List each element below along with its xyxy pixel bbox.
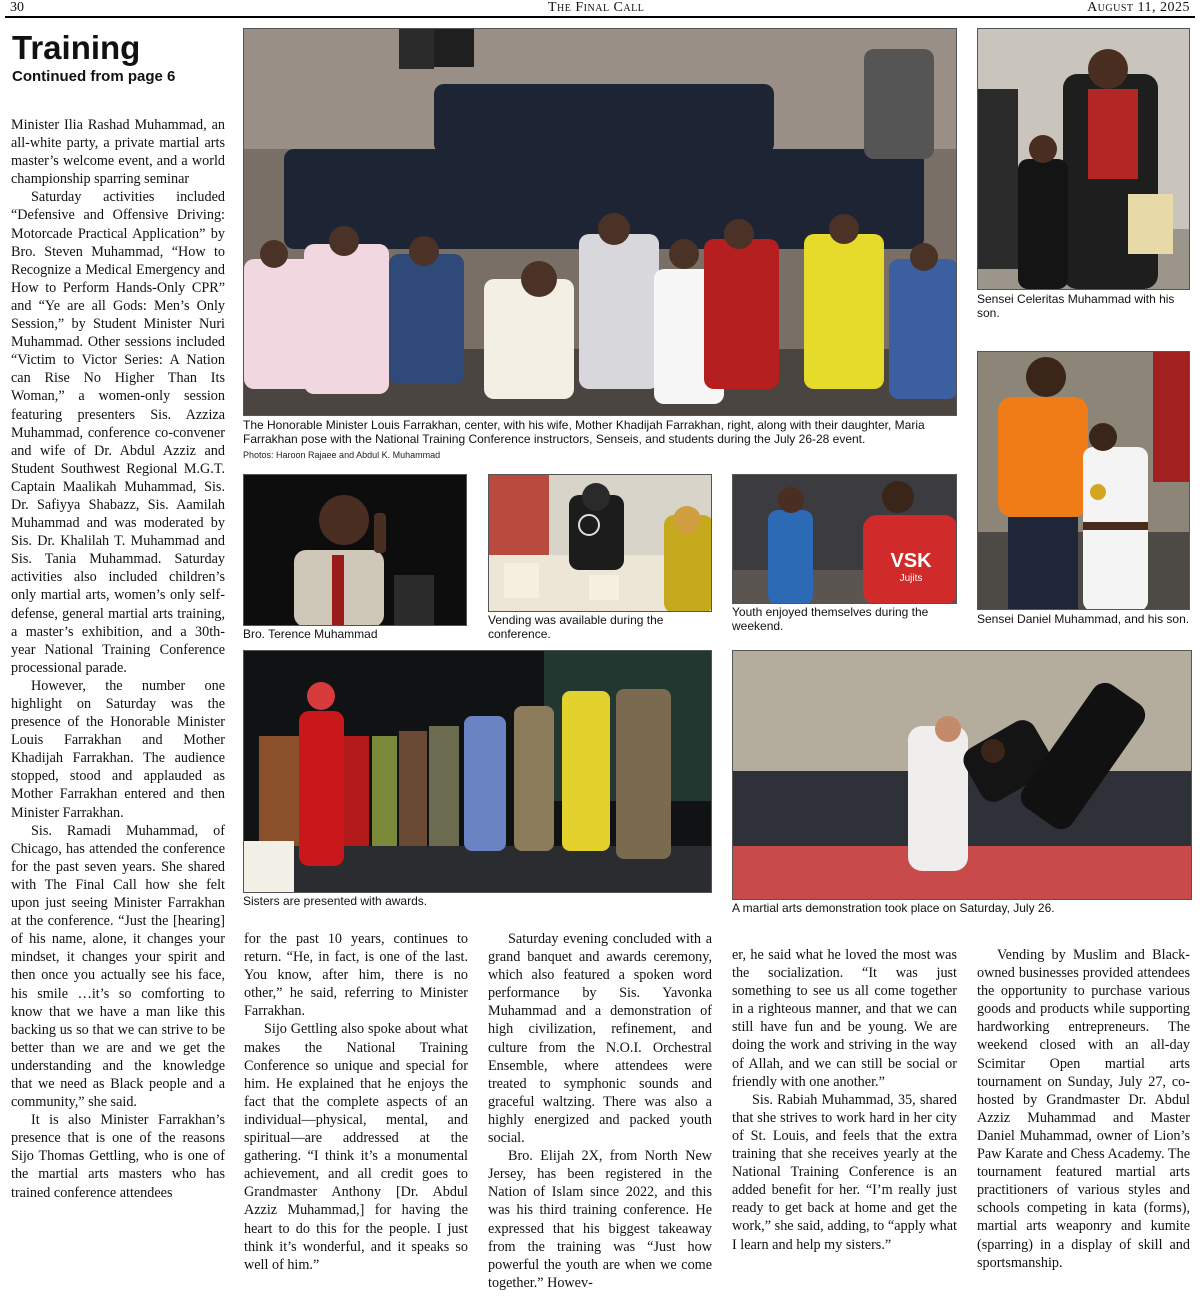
youth-photo	[732, 474, 957, 604]
vending-photo	[488, 474, 712, 612]
paragraph: Minister Ilia Rashad Muhammad, an all-white party, a private martial arts master’s welcome event, and a world championship sparring seminar	[11, 117, 225, 188]
continued-note: Continued from page 6	[12, 68, 176, 85]
header-rule	[5, 16, 1195, 18]
group-photo-caption: The Honorable Minister Louis Farrakhan, center, with his wife, Mother Khadijah Farrakhan, right, along with their daughter, Maria Farrakhan pose with the National Training Conference instructors, Senseis, and students during the July 26-28 event.	[243, 418, 925, 446]
article-column-4	[732, 946, 957, 1254]
demo-caption: A martial arts demonstration took place on Saturday, July 26.	[732, 901, 1055, 915]
paragraph: Bro. Elijah 2X, from North New Jersey, has been registered in the Nation of Islam since 2022, and this was his third training conference. He expressed that his biggest takeaway from the training was “Just how powerful the youth are when we come together.” Howev-	[488, 1148, 712, 1291]
vending-caption: Vending was available during the conference.	[488, 613, 664, 641]
paragraph: for the past 10 years, continues to return. “He, in fact, is one of the last. You know, after him, there is no other,” he said, referring to Minister Farrakhan.	[244, 931, 468, 1020]
group-photo	[243, 28, 957, 416]
publication-name: The Final Call	[548, 0, 645, 15]
paragraph: However, the number one highlight on Saturday was the presence of the Honorable Minister Louis Farrakhan and Mother Khadijah Farrakhan. The audience stopped, stood and applauded as Mother Farrakhan entered and then Minister Farrakhan.	[11, 677, 225, 821]
paragraph: Sijo Gettling also spoke about what makes the National Training Conference so unique and special for him. He explained that he enjoys the fact that the complete aspects of an individual—physical, mental, and spiritual—are addressed at the gathering. “I think it’s a monumental achievement, and all credit goes to Grandmaster Anthony [Dr. Abdul Azziz Muhammad,] for having the heart to do this for the people. I just think it’s wonderful, and it speaks so well of him.”	[244, 1021, 468, 1273]
demo-photo	[732, 650, 1192, 900]
sisters-caption: Sisters are presented with awards.	[243, 894, 428, 908]
photo-credit: Photos: Haroon Rajaee and Abdul K. Muhammad	[243, 450, 441, 460]
article-column-1	[11, 116, 225, 1202]
issue-date: August 11, 2025	[1087, 0, 1190, 15]
celeritas-caption: Sensei Celeritas Muhammad with his son.	[977, 292, 1175, 320]
article-column-5	[977, 946, 1190, 1272]
sisters-photo	[243, 650, 712, 893]
celeritas-photo	[977, 28, 1190, 290]
article-column-2	[244, 930, 468, 1274]
youth-caption: Youth enjoyed themselves during the weekend.	[732, 605, 929, 633]
paragraph: Sis. Ramadi Muhammad, of Chicago, has attended the conference for the past seven years. She shared with The Final Call how she felt upon just seeing Minister Farrakhan at the conference. “Just the [hearing] of his name, alone, it changes your mindset, it changes your spirit and then once you actually see his face, his smile …it’s so comforting to know that we have a man like this backing us so that we can strive to be better than we are and we get the understanding and the knowledge that we need as Black people and a community,” she said.	[11, 822, 225, 1111]
paragraph: Saturday evening concluded with a grand banquet and awards ceremony, which also featured a spoken word performance by Sis. Yavonka Muhammad and a demonstration of high civilization, refinement, and culture from the N.O.I. Orchestral Ensemble, where attendees were treated to symphonic sounds and graceful waltzing. There was also a highly energized and packed youth social.	[488, 931, 712, 1147]
paragraph: It is also Minister Farrakhan’s presence that is one of the reasons Sijo Thomas Gettling, who is one of the martial arts masters who has trained conference attendees	[11, 1112, 225, 1201]
shirt-subtext: Jujits	[899, 573, 923, 584]
page-number: 30	[10, 0, 24, 15]
daniel-caption: Sensei Daniel Muhammad, and his son.	[977, 612, 1190, 626]
shirt-text: VSK	[890, 550, 932, 572]
terence-caption: Bro. Terence Muhammad	[243, 627, 378, 641]
terence-photo	[243, 474, 467, 626]
article-column-3	[488, 930, 712, 1292]
daniel-photo	[977, 351, 1190, 610]
paragraph: er, he said what he loved the most was the socialization. “It was just something to see us all come together in a righteous manner, and that we can still have fun and be young. We are doing the work and striving in the way of Allah, and we can still be social or friendly with one another.”	[732, 947, 957, 1090]
paragraph: Sis. Rabiah Muhammad, 35, shared that she strives to work hard in her city of St. Louis, and feels that the extra training that she receives yearly at the National Training Conference is an added benefit for her. “I’m really just ready to get back at home and get the work,” she said, adding, to “apply what I learn and help my sisters.”	[732, 1091, 957, 1253]
paragraph: Vending by Muslim and Black-owned businesses provided attendees the opportunity to purchase various goods and products while supporting hardworking entrepreneurs. The weekend closed with an all-day Scimitar Open martial arts tournament on Sunday, July 27, co-hosted by Grandmaster Dr. Abdul Azziz Muhammad and Master Daniel Muhammad, owner of Lion’s Paw Karate and Chess Academy. The tournament featured martial arts practitioners of various styles and schools competing in kata (forms), martial arts weaponry and kumite (sparring) in a display of skill and sportsmanship.	[977, 947, 1190, 1271]
paragraph: Saturday activities included “Defensive and Offensive Driving: Motorcade Practical Application” by Bro. Steven Muhammad, “How to Recognize a Medical Emergency and How to Perform Hands-Only CPR” and “Ye are all Gods: Men’s Only Session,” by Student Minister Nuri Muhammad. Other sessions included “Victim to Victor Series: A Nation can Rise No Higher Than Its Woman,” a women-only session featuring presenters Sis. Azziza Muhammad, conference co-convener and wife of Dr. Abdul Azziz and Student Southwest Regional M.G.T. Captain Maalikah Muhammad, Sis. Dr. Safiyya Shabazz, Sis. Aamilah Muhammad and was moderated by Sis. Dr. Khalilah T. Muhammad and Sis. Tania Muhammad. Saturday activities also included children’s only martial arts, women’s only self-defense, general martial arts training, a master’s exhibition, and a 30th-year National Training Conference processional parade.	[11, 189, 225, 676]
article-title: Training	[12, 29, 141, 66]
